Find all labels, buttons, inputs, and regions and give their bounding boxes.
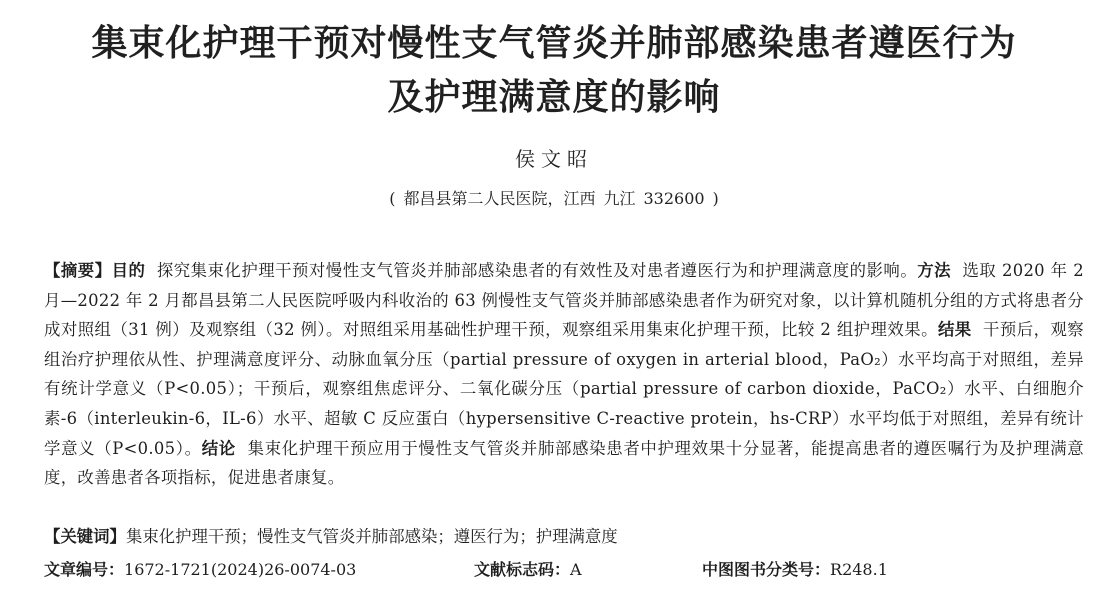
abstract-label: 【摘要】: [44, 261, 112, 280]
result-label: 结果: [937, 320, 972, 340]
result-text: 干预后，观察组治疗护理依从性、护理满意度评分、动脉血氧分压（partial pressure of oxygen in arterial blood，PaO₂）水平均高于对照组，差异有统计学意义（P<0.05）；干预后，观察组焦虑评分、二氧化碳分压（partial pressure of carbon dioxide，PaCO₂）水平、白细胞介素-6（interleukin-6，IL-6）水平、超敏 C 反应蛋白（hypersensitive C-reactive protein，hs-CRP）水平均低于对照组，差异有统计学意义（P<0.05）。: [44, 320, 1084, 458]
conclusion-label: 结论: [201, 438, 236, 458]
purpose-label: 目的: [111, 261, 146, 280]
author-name: 侯文昭: [515, 147, 593, 171]
method-label: 方法: [917, 261, 952, 280]
paper-title-line-1: 集束化护理干预对慢性支气管炎并肺部感染患者遵医行为: [91, 23, 1017, 64]
abstract-paragraph: [44, 256, 1084, 493]
method-text: 选取 2020 年 2 月—2022 年 2 月都昌县第二人民医院呼吸内科收治的 63 例慢性支气管炎并肺部感染患者作为研究对象，以计算机随机分组的方式将患者分成对照组（31 例）及观察组（32 例）。对照组采用基础性护理干预，观察组采用集束化护理干预，比较 2 组护理效果。: [44, 261, 1084, 340]
paper-title-line-2: 及护理满意度的影响: [387, 77, 721, 118]
article-number-value: 1672-1721(2024)26-0074-03: [124, 560, 357, 579]
keywords-line: [44, 523, 1084, 551]
article-number: [44, 556, 356, 584]
affiliation-close-paren: ): [712, 189, 719, 208]
keywords-label: 【关键词】: [44, 527, 126, 546]
affiliation-open-paren: (: [389, 189, 396, 208]
purpose-text: 探究集束化护理干预对慢性支气管炎并肺部感染患者的有效性及对患者遵医行为和护理满意度的影响。: [156, 261, 918, 280]
author-affiliation: [0, 186, 1108, 209]
article-number-label: 文章编号：: [44, 560, 125, 579]
document-code-label: 文献标志码：: [474, 560, 571, 579]
conclusion-text: 集束化护理干预应用于慢性支气管炎并肺部感染患者中护理效果十分显著，能提高患者的遵医嘱行为及护理满意度，改善患者各项指标，促进患者康复。: [44, 438, 1084, 488]
affiliation-postcode: 332600: [643, 189, 705, 208]
classification-number: [702, 556, 888, 584]
affiliation-institution: 都昌县第二人民医院，江西: [403, 189, 596, 208]
affiliation-city: 九江: [603, 189, 636, 208]
classification-label: 中图图书分类号：: [702, 560, 831, 579]
keywords-text: 集束化护理干预；慢性支气管炎并肺部感染；遵医行为；护理满意度: [125, 527, 618, 546]
document-code-value: A: [570, 560, 582, 579]
article-meta-line: [44, 556, 1084, 584]
classification-value: R248.1: [830, 560, 888, 579]
document-code: [474, 556, 582, 584]
